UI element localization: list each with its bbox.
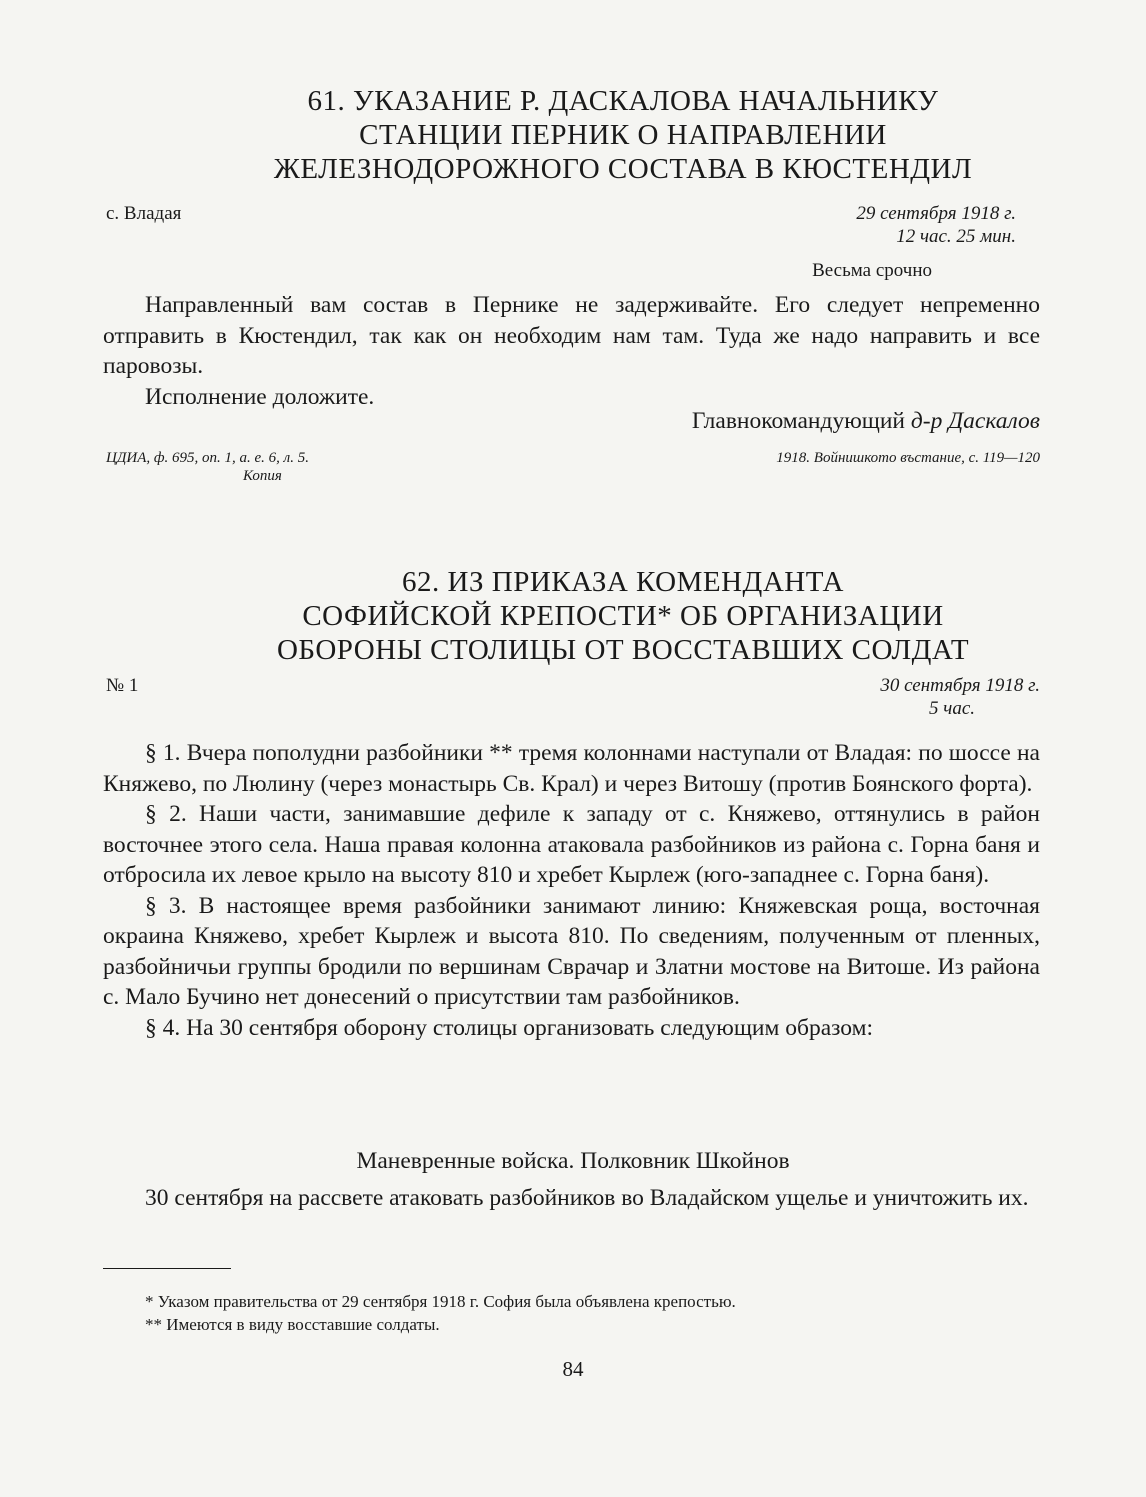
doc61-source-note: Копия [243, 468, 282, 484]
doc61-urgency: Весьма срочно [812, 260, 932, 281]
doc61-title-line: ЖЕЛЕЗНОДОРОЖНОГО СОСТАВА В КЮСТЕНДИЛ [273, 153, 973, 185]
doc62-date: 30 сентября 1918 г. [880, 675, 1040, 696]
doc62-paragraph: § 2. Наши части, занимавшие дефиле к западу от с. Княжево, оттянулись в район восточнее этого села. Наша правая колонна атаковала разбойников из района с. Горна баня и отбросила их левое крыло на высоту 810 и хребет Кырлеж (юго-западнее с. Горна баня). [103, 801, 1040, 888]
doc62-time: 5 час. [929, 698, 975, 719]
page-number: 84 [562, 1357, 584, 1381]
doc61-source-publication: 1918. Войнишкото въстание, с. 119—120 [776, 450, 1040, 466]
doc61-time: 12 час. 25 мин. [896, 226, 1016, 247]
footnote: * Указом правительства от 29 сентября 1918 г. София была объявлена крепостью. [145, 1292, 736, 1311]
doc62-title-line: СОФИЙСКОЙ КРЕПОСТИ* ОБ ОРГАНИЗАЦИИ [302, 600, 944, 632]
doc62-title-line: 62. ИЗ ПРИКАЗА КОМЕНДАНТА [402, 566, 844, 598]
doc62-number: № 1 [106, 675, 139, 696]
doc61-paragraph: Исполнение доложите. [145, 383, 375, 410]
doc62-title [100, 565, 1146, 667]
footnotes [145, 1290, 1045, 1336]
doc62-paragraph: § 4. На 30 сентября оборону столицы организовать следующим образом: [145, 1014, 873, 1041]
doc62-paragraph: § 1. Вчера пополудни разбойники ** тремя колоннами наступали от Владая: по шоссе на Княжево, по Люлину (через монастырь Св. Крал) и через Витошу (против Боянского форта). [103, 740, 1040, 797]
doc61-source-archive: ЦДИА, ф. 695, оп. 1, а. е. 6, л. 5. [106, 450, 309, 466]
footnote-divider [103, 1268, 231, 1269]
doc61-title [100, 84, 1146, 186]
doc62-title-line: ОБОРОНЫ СТОЛИЦЫ ОТ ВОССТАВШИХ СОЛДАТ [276, 634, 970, 666]
signature-title: Главнокомандующий [691, 408, 905, 434]
doc61-signature [500, 408, 1040, 435]
footnote: ** Имеются в виду восставшие солдаты. [145, 1315, 440, 1334]
doc61-date: 29 сентября 1918 г. [856, 203, 1016, 224]
doc62-final [103, 1183, 1040, 1214]
doc61-title-line: СТАНЦИИ ПЕРНИК О НАПРАВЛЕНИИ [359, 119, 887, 151]
doc61-body [103, 290, 1040, 412]
doc61-title-line: 61. УКАЗАНИЕ Р. ДАСКАЛОВА НАЧАЛЬНИКУ [307, 85, 939, 117]
doc62-paragraph: 30 сентября на рассвете атаковать разбойников во Владайском ущелье и уничтожить их. [145, 1185, 1029, 1211]
doc61-paragraph: Направленный вам состав в Пернике не задерживайте. Его следует непременно отправить в Кюстендил, так как он необходим нам там. Туда же надо направить и все паровозы. [103, 292, 1040, 379]
signature-name: д-р Даскалов [910, 408, 1040, 434]
doc62-subheading: Маневренные войска. Полковник Шкойнов [356, 1148, 790, 1174]
doc62-paragraph: § 3. В настоящее время разбойники занимают линию: Княжевская роща, восточная окраина Княжево, хребет Кырлеж и высота 810. По сведениям, полученным от пленных, разбойничьи группы бродили по вершинам Сврачар и Златни мостове на Витоше. Из района с. Мало Бучино нет донесений о присутствии там разбойников. [103, 892, 1040, 1010]
doc62-body [103, 738, 1040, 1043]
doc61-place: с. Владая [106, 203, 182, 224]
